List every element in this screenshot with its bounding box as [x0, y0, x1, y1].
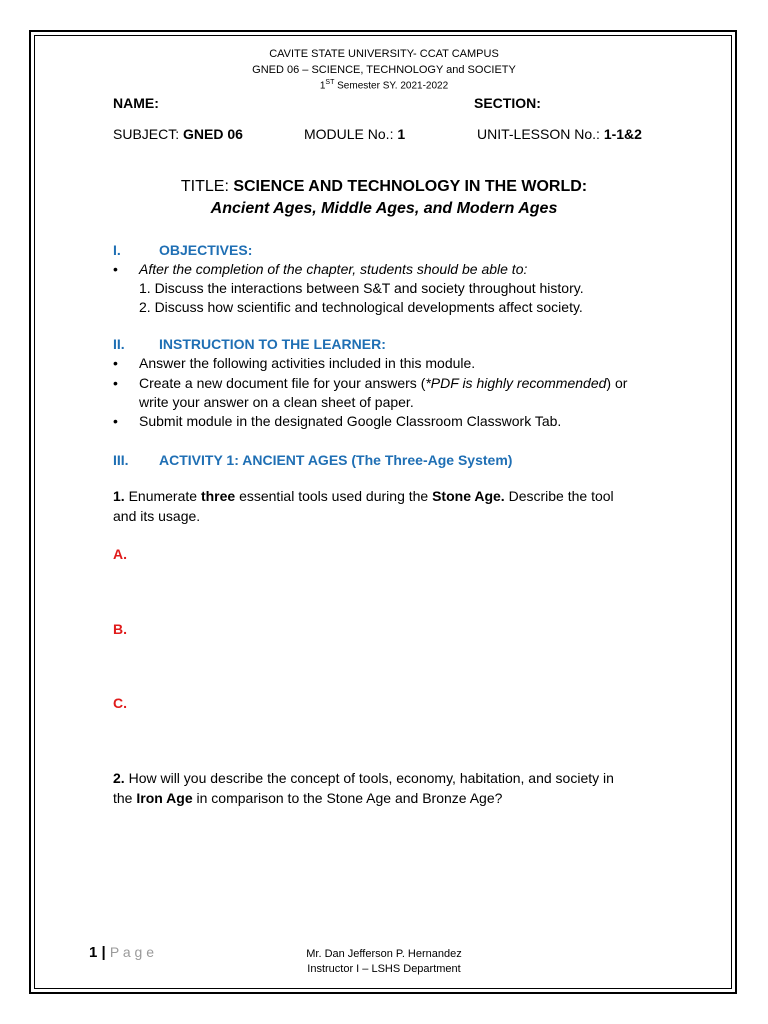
instructor-title: Instructor I – LSHS Department — [307, 963, 461, 975]
question-1-cont: and its usage. — [113, 508, 201, 524]
question-1: 1. Enumerate three essential tools used during the Stone Age. Describe the tool — [113, 488, 614, 504]
section-label: SECTION: — [474, 95, 541, 111]
unit-lesson-field: UNIT-LESSON No.: 1-1&2 — [477, 126, 642, 142]
answer-label-b: B. — [113, 621, 127, 637]
name-label: NAME: — [113, 95, 159, 111]
instruction-item-1: • Answer the following activities included in this module. — [113, 355, 476, 371]
objectives-intro: • After the completion of the chapter, students should be able to: — [113, 261, 528, 277]
instruction-item-3: • Submit module in the designated Google Classroom Classwork Tab. — [113, 413, 562, 429]
module-field: MODULE No.: 1 — [304, 126, 406, 142]
instruction-item-2-cont: write your answer on a clean sheet of paper. — [139, 394, 414, 410]
objective-item-2: 2. Discuss how scientific and technological developments affect society. — [139, 299, 583, 315]
objectives-heading: I. OBJECTIVES: — [113, 242, 253, 258]
instructor-name: Mr. Dan Jefferson P. Hernandez — [306, 948, 462, 960]
page-subtitle: Ancient Ages, Middle Ages, and Modern Ages — [210, 200, 558, 217]
activity-heading: III. ACTIVITY 1: ANCIENT AGES (The Three-Age System) — [113, 452, 513, 468]
subject-field: SUBJECT: GNED 06 — [113, 126, 243, 142]
semester-line: 1ST Semester SY. 2021-2022 — [319, 79, 449, 92]
question-2: 2. How will you describe the concept of tools, economy, habitation, and society in — [113, 770, 614, 786]
course-name: GNED 06 – SCIENCE, TECHNOLOGY and SOCIETY — [252, 64, 516, 76]
university-name: CAVITE STATE UNIVERSITY- CCAT CAMPUS — [269, 48, 499, 60]
instructions-heading: II. INSTRUCTION TO THE LEARNER: — [113, 336, 386, 352]
instruction-item-2: • Create a new document file for your answers (*PDF is highly recommended) or — [113, 375, 628, 391]
objective-item-1: 1. Discuss the interactions between S&T and society throughout history. — [139, 280, 584, 296]
question-2-cont: the Iron Age in comparison to the Stone Age and Bronze Age? — [113, 790, 503, 806]
page-number: 1 | P a g e — [89, 944, 155, 961]
page-title: TITLE: SCIENCE AND TECHNOLOGY IN THE WORLD: — [180, 178, 588, 195]
answer-label-c: C. — [113, 695, 127, 711]
answer-label-a: A. — [113, 546, 127, 562]
